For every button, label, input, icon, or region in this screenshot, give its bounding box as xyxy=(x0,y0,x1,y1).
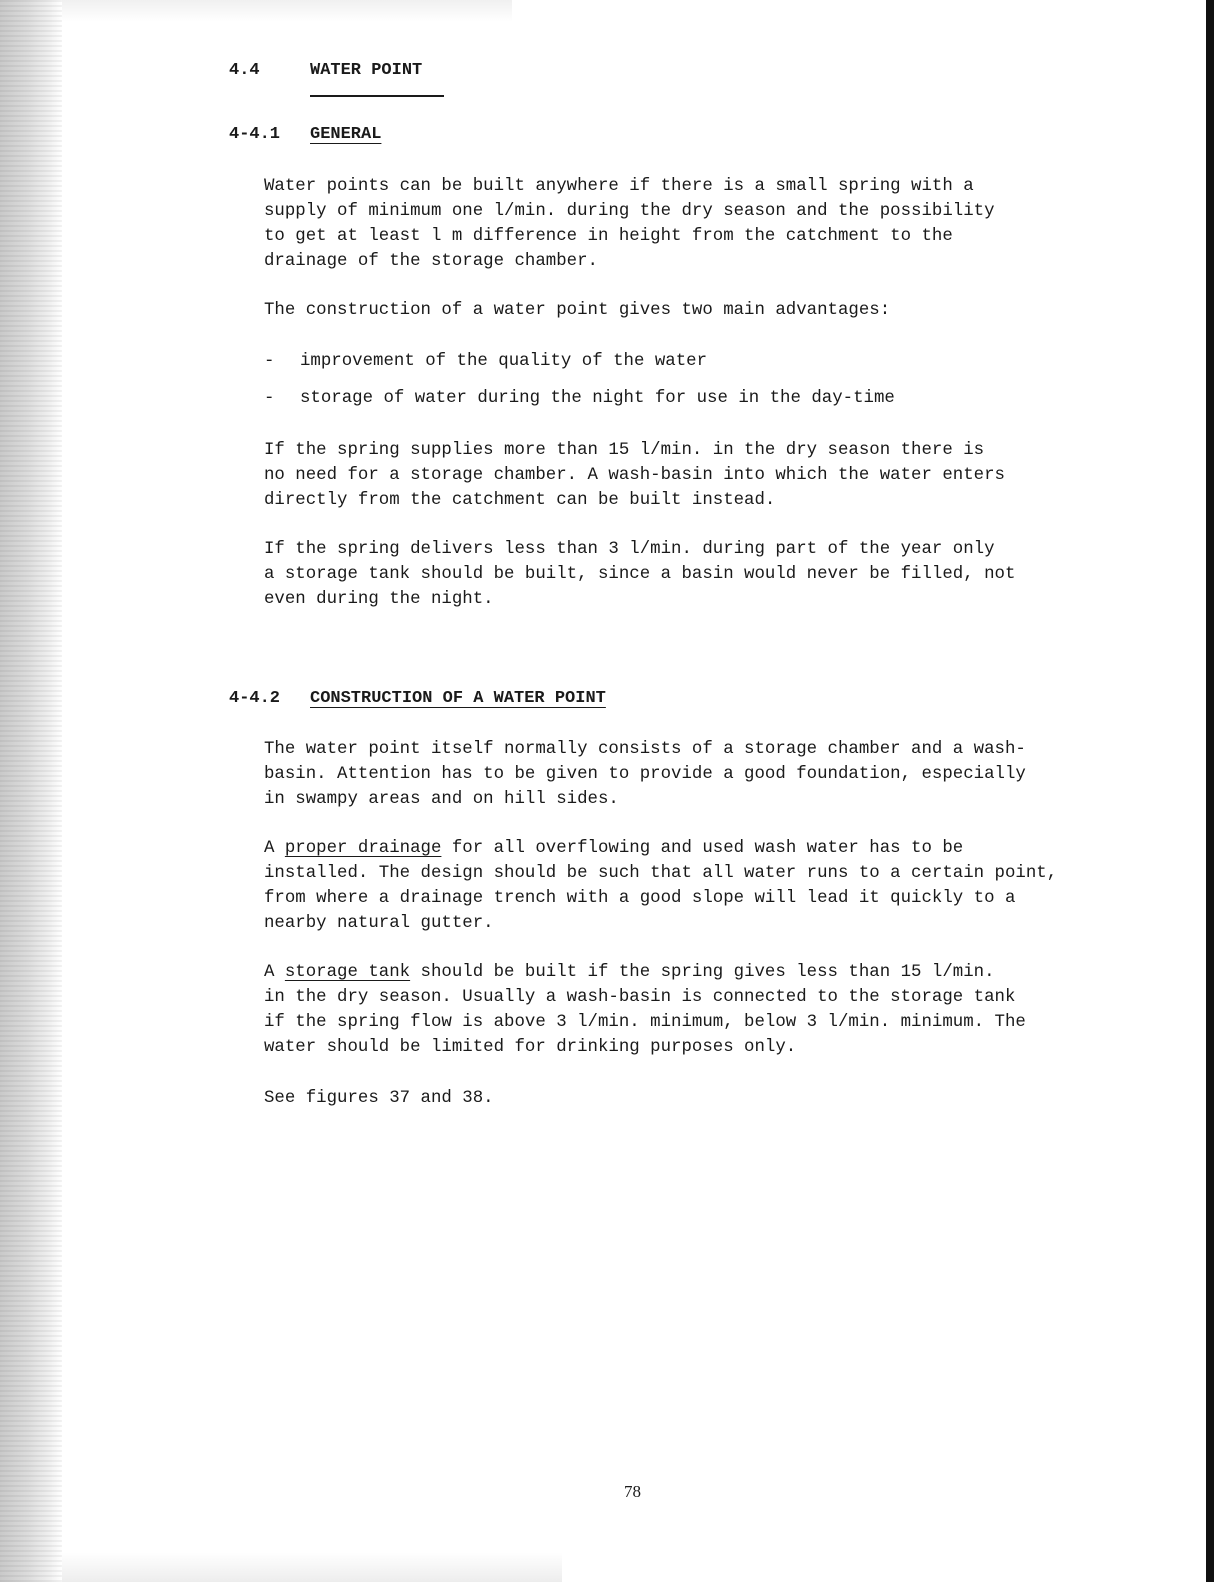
subsection-title: CONSTRUCTION OF A WATER POINT xyxy=(310,689,606,708)
bullet-text: storage of water during the night for use in the day-time xyxy=(300,389,895,408)
section-title: WATER POINT xyxy=(310,61,423,80)
text-line: basin. Attention has to be given to provide a good foundation, especially xyxy=(264,765,1026,784)
section-title-rule xyxy=(310,95,444,97)
text-line: from where a drainage trench with a good slope will lead it quickly to a xyxy=(264,889,1016,908)
text-line: supply of minimum one l/min. during the dry season and the possibility xyxy=(264,202,995,221)
bullet-marker: - xyxy=(264,389,275,408)
subsection-number: 4-4.1 xyxy=(229,125,281,144)
text-line: nearby natural gutter. xyxy=(264,914,494,933)
section-number: 4.4 xyxy=(229,61,260,80)
general-paragraph-1 xyxy=(264,174,995,274)
text-run: should be built if the spring gives less than 15 l/min. xyxy=(410,963,995,982)
text-line: even during the night. xyxy=(264,590,494,609)
construction-paragraph-4 xyxy=(264,1086,494,1111)
text-run: A xyxy=(264,839,285,858)
text-line: a storage tank should be built, since a basin would never be filled, not xyxy=(264,565,1016,584)
text-line: installed. The design should be such that all water runs to a certain point, xyxy=(264,864,1058,883)
construction-paragraph-3 xyxy=(264,960,1026,1060)
bullet-text: improvement of the quality of the water xyxy=(300,352,708,371)
text-line: See figures 37 and 38. xyxy=(264,1089,494,1108)
scan-bottom-smudge xyxy=(62,1552,562,1582)
general-paragraph-2 xyxy=(264,298,890,323)
scan-right-border xyxy=(1206,0,1214,1582)
text-line: If the spring supplies more than 15 l/min. in the dry season there is xyxy=(264,441,985,460)
text-line: If the spring delivers less than 3 l/min. during part of the year only xyxy=(264,540,995,559)
text-line: to get at least l m difference in height from the catchment to the xyxy=(264,227,953,246)
page-number: 78 xyxy=(624,1482,641,1501)
general-paragraph-3 xyxy=(264,438,1005,513)
subsection-title: GENERAL xyxy=(310,125,382,144)
section-heading xyxy=(229,61,423,80)
underlined-term: proper drainage xyxy=(284,839,442,858)
text-line: drainage of the storage chamber. xyxy=(264,252,598,271)
construction-paragraph-2 xyxy=(264,836,1057,936)
text-line xyxy=(264,836,1057,861)
text-line: water should be limited for drinking purposes only. xyxy=(264,1038,797,1057)
text-line: The water point itself normally consists of a storage chamber and a wash- xyxy=(264,740,1026,759)
text-line: in the dry season. Usually a wash-basin is connected to the storage tank xyxy=(264,988,1016,1007)
scan-edge-shading xyxy=(0,0,62,1582)
scan-top-smudge xyxy=(62,0,512,22)
text-line: directly from the catchment can be built instead. xyxy=(264,491,776,510)
underlined-term: storage tank xyxy=(284,963,411,982)
text-line: Water points can be built anywhere if there is a small spring with a xyxy=(264,177,974,196)
bullet-item xyxy=(264,349,707,374)
text-run: A xyxy=(264,963,285,982)
text-line: no need for a storage chamber. A wash-basin into which the water enters xyxy=(264,466,1005,485)
subsection-heading-general xyxy=(229,125,382,144)
text-run: for all overflowing and used wash water has to be xyxy=(441,839,964,858)
bullet-marker: - xyxy=(264,352,275,371)
bullet-item xyxy=(264,386,895,411)
subsection-number: 4-4.2 xyxy=(229,689,281,708)
subsection-heading-construction xyxy=(229,689,606,708)
text-line: if the spring flow is above 3 l/min. minimum, below 3 l/min. minimum. The xyxy=(264,1013,1026,1032)
text-line: in swampy areas and on hill sides. xyxy=(264,790,619,809)
general-paragraph-4 xyxy=(264,537,1015,612)
text-line xyxy=(264,960,1026,985)
construction-paragraph-1 xyxy=(264,737,1026,812)
text-line: The construction of a water point gives two main advantages: xyxy=(264,301,891,320)
